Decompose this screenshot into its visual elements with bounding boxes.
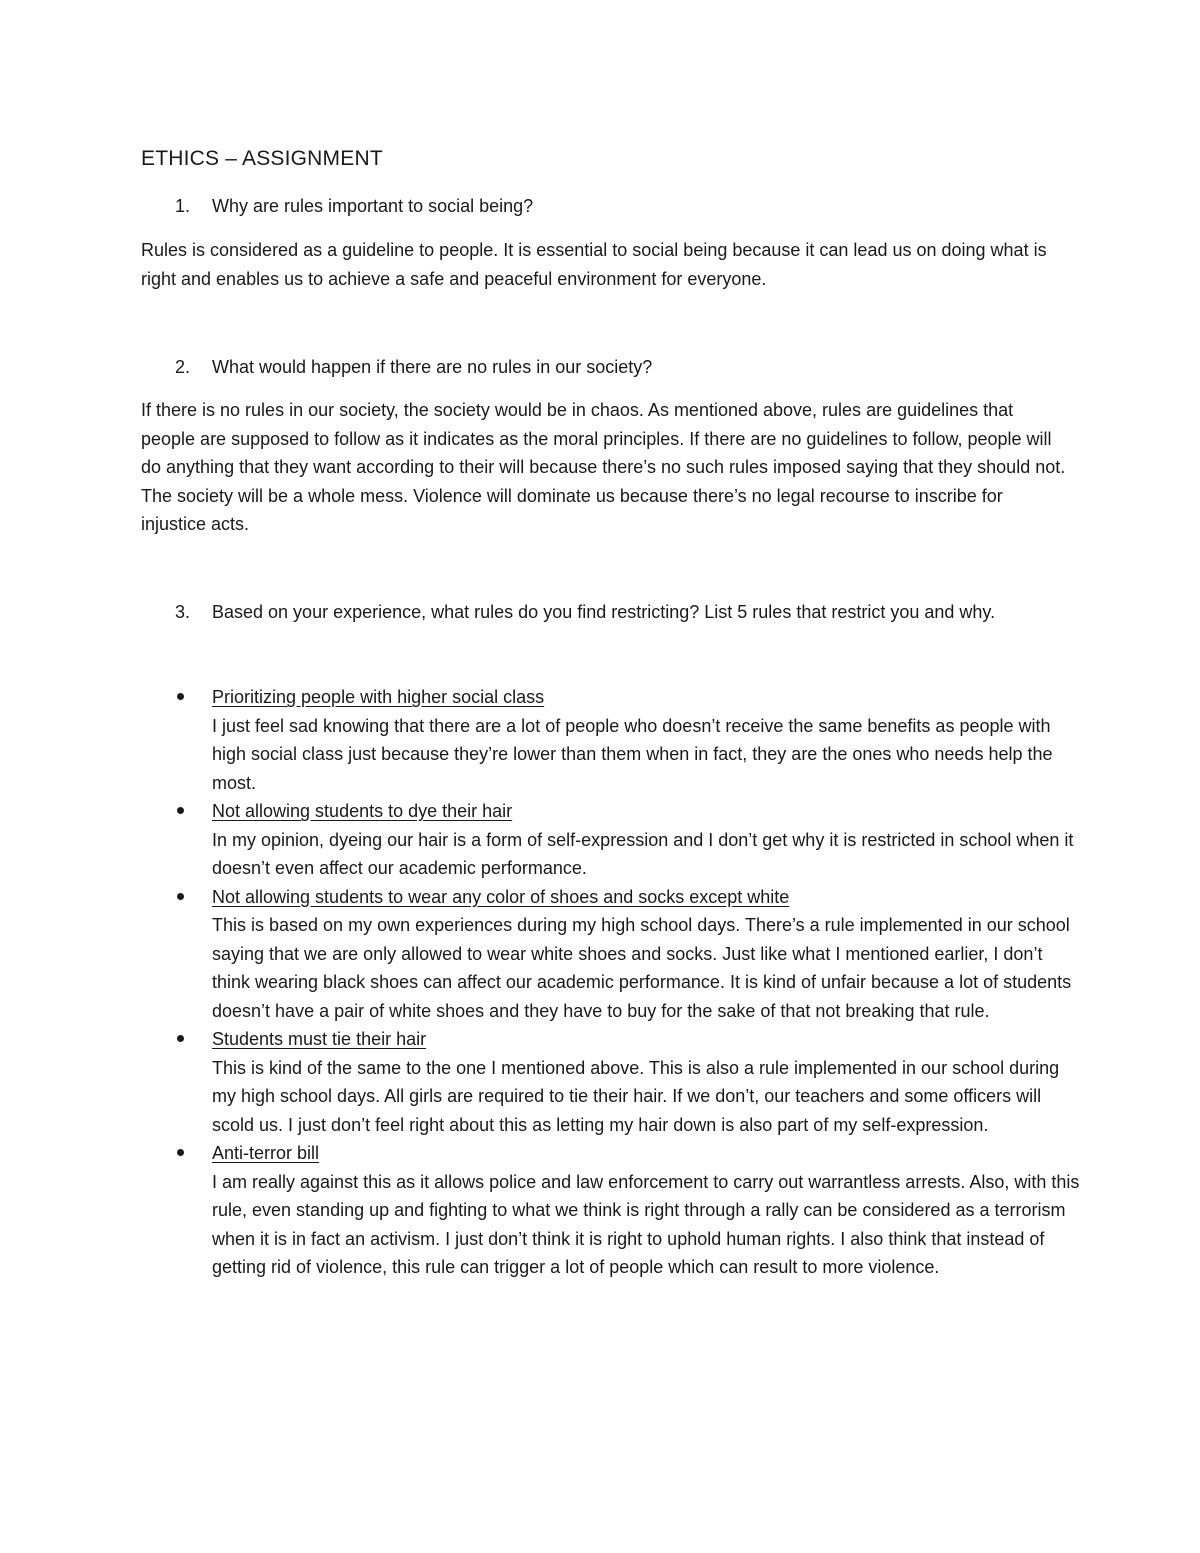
rule-explanation: This is kind of the same to the one I mentioned above. This is also a rule implemented in our school during my high school days. All girls are required to tie their hair. If we don’t, our teachers and some officers will scold us. I just don’t feel right about this as letting my hair down is also part of my self-expression. (212, 1057, 1060, 1135)
rule-explanation: In my opinion, dyeing our hair is a form of self-expression and I don’t get why it is restricted in school when it doesn’t even affect our academic performance. (212, 829, 1074, 878)
document-title: ETHICS – ASSIGNMENT (141, 147, 383, 170)
bullet-icon (177, 693, 184, 700)
list-item (141, 683, 1081, 797)
question-text: Based on your experience, what rules do you find restricting? List 5 rules that restrict you and why. (212, 602, 996, 622)
answer-1: Rules is considered as a guideline to people. It is essential to social being because it can lead us on doing what is right and enables us to achieve a safe and peaceful environment for everyone. (141, 240, 1047, 289)
list-item (141, 1025, 1081, 1139)
question-number: 3. (175, 602, 191, 622)
bullet-icon (177, 893, 184, 900)
question-number: 1. (175, 196, 191, 216)
bullet-icon (177, 1149, 184, 1156)
rules-list (141, 683, 1081, 1282)
rule-heading: Anti-terror bill (212, 1143, 320, 1163)
list-item (141, 883, 1081, 1026)
answer-2: If there is no rules in our society, the society would be in chaos. As mentioned above, rules are guidelines that people are supposed to follow as it indicates as the moral principles. If there are no guidelines to follow, people will do anything that they want according to their will because there’s no such rules imposed saying that they should not. The society will be a whole mess. Violence will dominate us because there’s no legal recourse to inscribe for injustice acts. (141, 400, 1066, 534)
rule-explanation: This is based on my own experiences during my high school days. There’s a rule implemented in our school saying that we are only allowed to wear white shoes and socks. Just like what I mentioned earlier, I don’t think wearing black shoes can affect our academic performance. It is kind of unfair because a lot of students doesn’t have a pair of white shoes and they have to buy for the sake of that not breaking that rule. (212, 915, 1072, 1021)
list-item (141, 797, 1081, 883)
rule-heading: Not allowing students to wear any color of shoes and socks except white (212, 886, 790, 907)
bullet-icon (177, 1035, 184, 1042)
list-item (141, 1139, 1081, 1282)
question-text: Why are rules important to social being? (212, 196, 534, 216)
rule-explanation: I am really against this as it allows police and law enforcement to carry out warrantless arrests. Also, with this rule, even standing up and fighting to what we think is right through a rally can be considered as a terrorism when it is in fact an activism. I just don’t think it is right to uphold human rights. I also think that instead of getting rid of violence, this rule can trigger a lot of people which can result to more violence. (212, 1171, 1080, 1277)
bullet-icon (177, 807, 184, 814)
question-text: What would happen if there are no rules in our society? (212, 357, 653, 377)
rule-heading: Prioritizing people with higher social class (212, 687, 545, 707)
rule-heading: Students must tie their hair (212, 1029, 427, 1049)
question-number: 2. (175, 357, 191, 377)
rule-explanation: I just feel sad knowing that there are a lot of people who doesn’t receive the same benefits as people with high social class just because they’re lower than them when in fact, they are the ones who needs help the most. (212, 715, 1053, 793)
rule-heading: Not allowing students to dye their hair (212, 801, 513, 821)
